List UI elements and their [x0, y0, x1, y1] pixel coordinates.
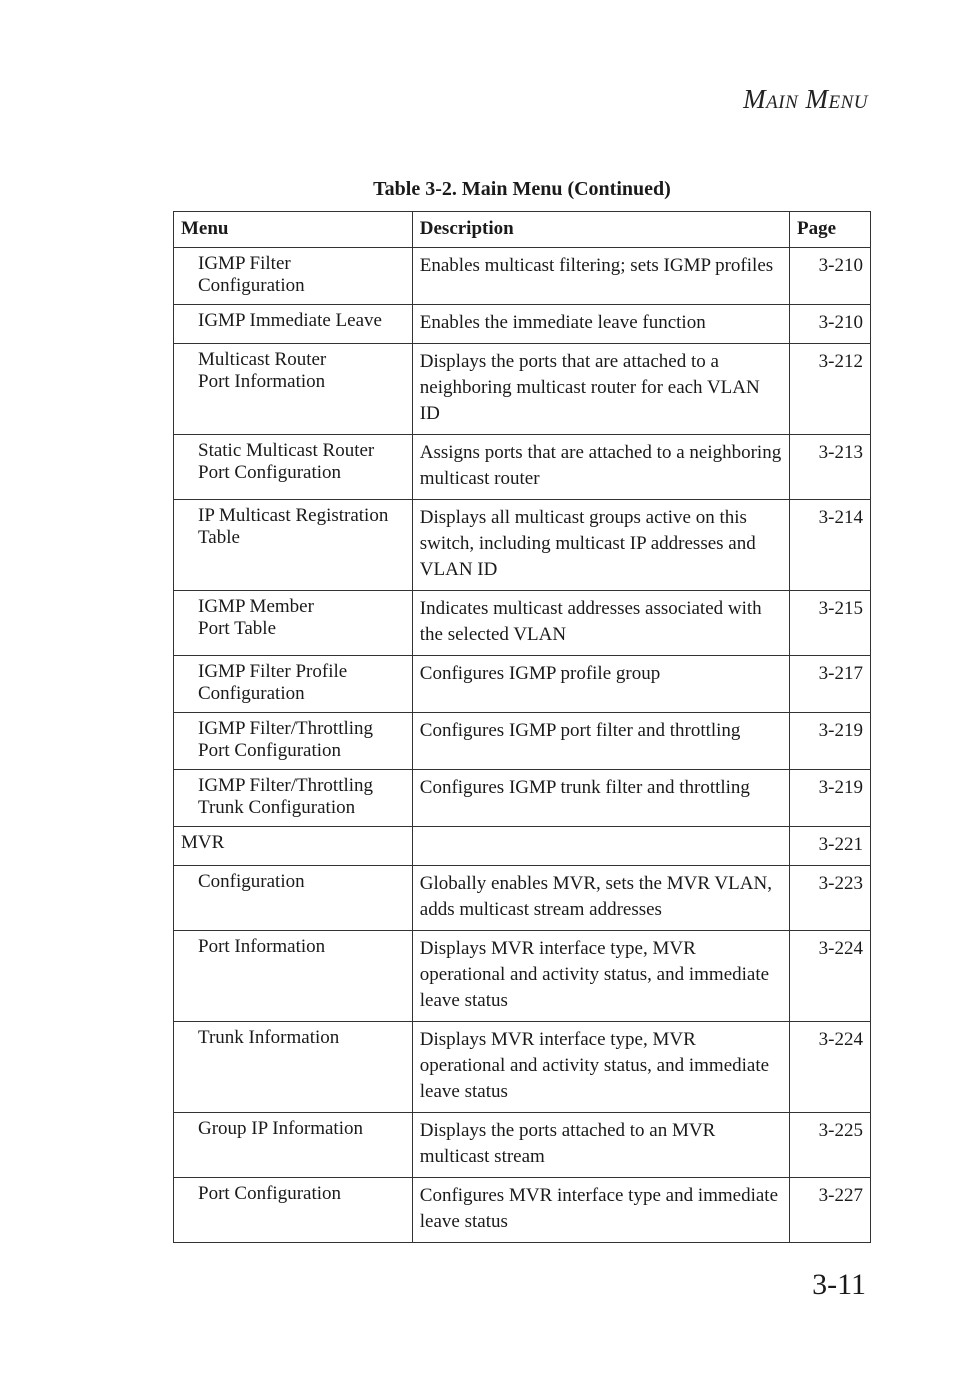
table-row	[174, 435, 871, 500]
menu-label: IGMP Filter/Throttling Trunk Configuration	[198, 775, 374, 818]
page-cell: 3-227	[790, 1178, 871, 1243]
page-cell: 3-221	[790, 827, 871, 866]
table-row	[174, 713, 871, 770]
menu-label: Group IP Information	[198, 1118, 363, 1139]
description-cell: Enables the immediate leave function	[412, 305, 789, 344]
description-cell	[412, 827, 789, 866]
menu-cell	[174, 344, 413, 435]
running-head: Main Menu	[743, 84, 868, 114]
page-cell: 3-217	[790, 656, 871, 713]
table-row	[174, 931, 871, 1022]
menu-cell	[174, 500, 413, 591]
menu-label: Multicast Router Port Information	[198, 349, 327, 392]
page-cell: 3-225	[790, 1113, 871, 1178]
menu-label: Port Configuration	[198, 1183, 342, 1204]
page-cell: 3-224	[790, 931, 871, 1022]
page-cell: 3-219	[790, 770, 871, 827]
description-cell: Globally enables MVR, sets the MVR VLAN, adds multicast stream addresses	[412, 866, 789, 931]
menu-label: IGMP Filter Configuration	[198, 253, 305, 296]
table-caption: Table 3-2. Main Menu (Continued)	[373, 178, 671, 200]
menu-cell	[174, 305, 413, 344]
menu-label: IGMP Member Port Table	[198, 596, 314, 639]
description-cell: Displays all multicast groups active on this switch, including multicast IP addresses and VLAN ID	[412, 500, 789, 591]
page-number: 3-11	[812, 1268, 866, 1301]
table-row	[174, 1022, 871, 1113]
description-cell: Displays MVR interface type, MVR operational and activity status, and immediate leave status	[412, 931, 789, 1022]
menu-label: MVR	[181, 832, 225, 853]
menu-cell	[174, 1113, 413, 1178]
menu-cell	[174, 591, 413, 656]
menu-label: Port Information	[198, 936, 326, 957]
menu-cell	[174, 435, 413, 500]
table-row	[174, 591, 871, 656]
menu-cell	[174, 770, 413, 827]
menu-cell	[174, 1022, 413, 1113]
page-cell: 3-210	[790, 305, 871, 344]
table-row	[174, 1113, 871, 1178]
header-menu: Menu	[174, 212, 413, 248]
menu-cell	[174, 1178, 413, 1243]
table-row	[174, 866, 871, 931]
header-description: Description	[412, 212, 789, 248]
table-header-row	[174, 212, 871, 248]
description-cell: Configures IGMP trunk filter and throttling	[412, 770, 789, 827]
table-row	[174, 344, 871, 435]
menu-label: IGMP Filter/Throttling Port Configuration	[198, 718, 374, 761]
menu-label: Trunk Information	[198, 1027, 340, 1048]
page-cell: 3-223	[790, 866, 871, 931]
table-row	[174, 1178, 871, 1243]
page-cell: 3-210	[790, 248, 871, 305]
table-row	[174, 656, 871, 713]
description-cell: Displays MVR interface type, MVR operational and activity status, and immediate leave status	[412, 1022, 789, 1113]
menu-label: Configuration	[198, 871, 305, 892]
page-cell: 3-224	[790, 1022, 871, 1113]
table-row	[174, 248, 871, 305]
description-cell: Displays the ports attached to an MVR multicast stream	[412, 1113, 789, 1178]
menu-label: IP Multicast Registration Table	[198, 505, 389, 548]
description-cell: Assigns ports that are attached to a neighboring multicast router	[412, 435, 789, 500]
page-cell: 3-214	[790, 500, 871, 591]
description-cell: Configures MVR interface type and immediate leave status	[412, 1178, 789, 1243]
menu-cell	[174, 248, 413, 305]
description-cell: Enables multicast filtering; sets IGMP profiles	[412, 248, 789, 305]
menu-cell	[174, 713, 413, 770]
menu-cell	[174, 931, 413, 1022]
menu-label: IGMP Immediate Leave	[198, 310, 382, 331]
menu-cell	[174, 827, 413, 866]
menu-cell	[174, 656, 413, 713]
description-cell: Configures IGMP port filter and throttling	[412, 713, 789, 770]
main-menu-table	[173, 211, 871, 1243]
page-cell: 3-219	[790, 713, 871, 770]
menu-label: IGMP Filter Profile Configuration	[198, 661, 348, 704]
table-row	[174, 500, 871, 591]
table-row	[174, 827, 871, 866]
description-cell: Configures IGMP profile group	[412, 656, 789, 713]
menu-label: Static Multicast Router Port Configuration	[198, 440, 375, 483]
page-cell: 3-215	[790, 591, 871, 656]
page-cell: 3-213	[790, 435, 871, 500]
table-body	[174, 248, 871, 1243]
table-row	[174, 770, 871, 827]
table-row	[174, 305, 871, 344]
page-cell: 3-212	[790, 344, 871, 435]
header-page: Page	[790, 212, 871, 248]
menu-cell	[174, 866, 413, 931]
description-cell: Indicates multicast addresses associated with the selected VLAN	[412, 591, 789, 656]
description-cell: Displays the ports that are attached to a neighboring multicast router for each VLAN ID	[412, 344, 789, 435]
